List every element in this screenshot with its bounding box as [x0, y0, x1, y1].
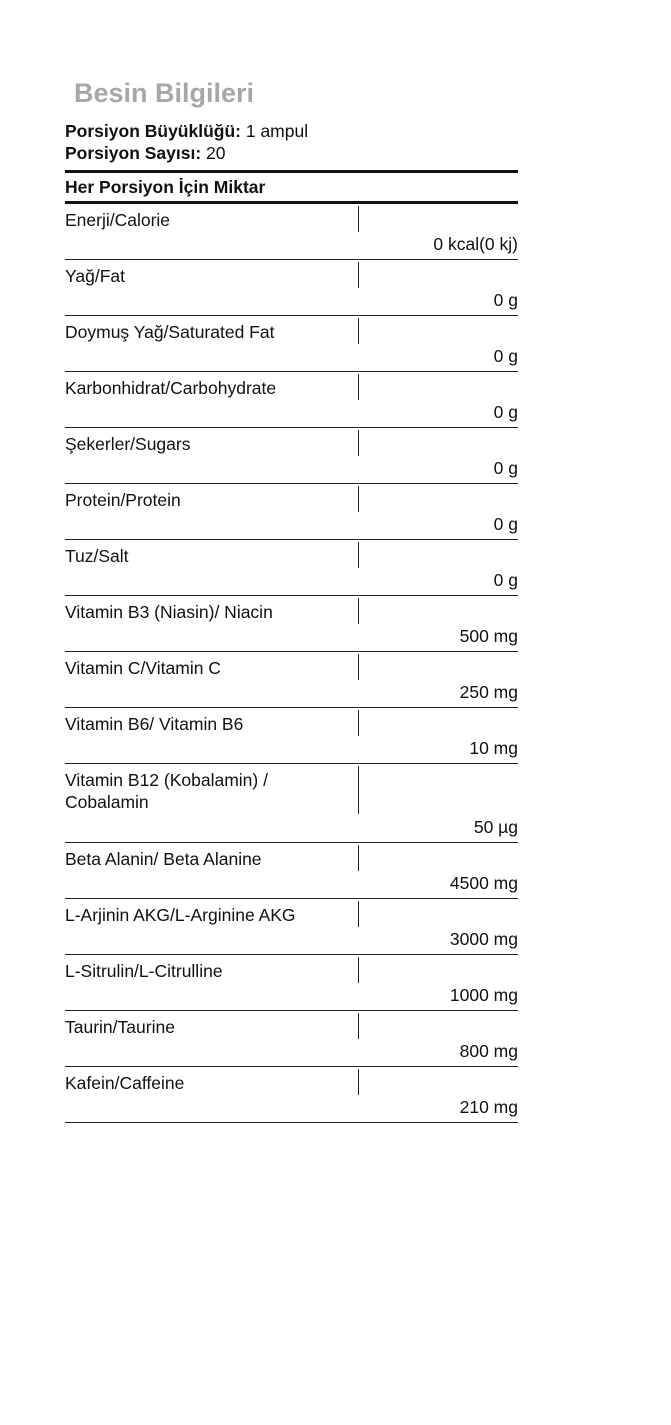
- nutrient-value: 0 kcal(0 kj): [433, 234, 518, 254]
- table-row: [65, 428, 518, 484]
- column-divider: [358, 710, 359, 736]
- serving-size-label: Porsiyon Büyüklüğü:: [65, 121, 241, 141]
- table-row: [65, 484, 518, 540]
- column-divider: [358, 766, 359, 814]
- nutrient-value: 0 g: [493, 346, 518, 366]
- column-divider: [358, 1013, 359, 1039]
- serving-count-label: Porsiyon Sayısı:: [65, 143, 202, 163]
- nutrient-name: Protein/Protein: [65, 490, 181, 510]
- table-row: [65, 843, 518, 899]
- nutrient-name: Beta Alanin/ Beta Alanine: [65, 849, 262, 869]
- serving-count-value: 20: [206, 143, 226, 163]
- table-row: [65, 260, 518, 316]
- column-divider: [358, 957, 359, 983]
- column-divider: [358, 654, 359, 680]
- nutrient-value: 0 g: [493, 290, 518, 310]
- nutrition-facts-panel: [65, 78, 518, 1123]
- column-divider: [358, 430, 359, 456]
- nutrient-value: 10 mg: [469, 738, 518, 758]
- nutrient-value: 50 µg: [473, 817, 518, 837]
- column-divider: [358, 486, 359, 512]
- nutrient-value: 800 mg: [459, 1041, 518, 1061]
- nutrient-name: Vitamin B12 (Kobalamin) / Cobalamin: [65, 770, 268, 812]
- nutrient-name: Vitamin C/Vitamin C: [65, 658, 221, 678]
- nutrient-name: Şekerler/Sugars: [65, 434, 191, 454]
- column-divider: [358, 262, 359, 288]
- table-row: [65, 955, 518, 1011]
- nutrient-value: 500 mg: [459, 626, 518, 646]
- table-row: [65, 1011, 518, 1067]
- column-divider: [358, 542, 359, 568]
- nutrient-name: Kafein/Caffeine: [65, 1073, 185, 1093]
- nutrient-name: Taurin/Taurine: [65, 1017, 175, 1037]
- nutrient-name: Vitamin B3 (Niasin)/ Niacin: [65, 602, 273, 622]
- column-divider: [358, 845, 359, 871]
- table-row: [65, 596, 518, 652]
- table-row: [65, 316, 518, 372]
- column-divider: [358, 1069, 359, 1095]
- table-row: [65, 540, 518, 596]
- column-divider: [358, 374, 359, 400]
- page-title: Besin Bilgileri: [74, 78, 255, 108]
- nutrient-name: Vitamin B6/ Vitamin B6: [65, 714, 244, 734]
- table-row: [65, 204, 518, 260]
- table-row: [65, 764, 518, 843]
- column-divider: [358, 318, 359, 344]
- nutrient-name: Tuz/Salt: [65, 546, 129, 566]
- table-row: [65, 708, 518, 764]
- nutrient-value: 250 mg: [459, 682, 518, 702]
- nutrient-value: 210 mg: [459, 1097, 518, 1117]
- table-row: [65, 899, 518, 955]
- column-divider: [358, 598, 359, 624]
- nutrient-name: Enerji/Calorie: [65, 210, 171, 230]
- nutrient-name: Doymuş Yağ/Saturated Fat: [65, 322, 275, 342]
- table-row: [65, 372, 518, 428]
- nutrient-value: 4500 mg: [449, 873, 518, 893]
- serving-size-line: [65, 120, 518, 142]
- nutrient-table: [65, 204, 518, 1123]
- nutrient-name: L-Arjinin AKG/L-Arginine AKG: [65, 905, 296, 925]
- nutrient-value: 0 g: [493, 570, 518, 590]
- nutrient-value: 0 g: [493, 514, 518, 534]
- nutrient-value: 1000 mg: [449, 985, 518, 1005]
- serving-size-value: 1 ampul: [245, 121, 309, 141]
- nutrient-value: 3000 mg: [449, 929, 518, 949]
- column-divider: [358, 206, 359, 232]
- column-divider: [358, 901, 359, 927]
- nutrient-value: 0 g: [493, 458, 518, 478]
- table-row: [65, 652, 518, 708]
- nutrient-name: L-Sitrulin/L-Citrulline: [65, 961, 223, 981]
- serving-count-line: [65, 142, 518, 164]
- nutrient-name: Karbonhidrat/Carbohydrate: [65, 378, 277, 398]
- table-row: [65, 1067, 518, 1123]
- nutrient-value: 0 g: [493, 402, 518, 422]
- nutrient-name: Yağ/Fat: [65, 266, 125, 286]
- table-header: Her Porsiyon İçin Miktar: [65, 170, 518, 204]
